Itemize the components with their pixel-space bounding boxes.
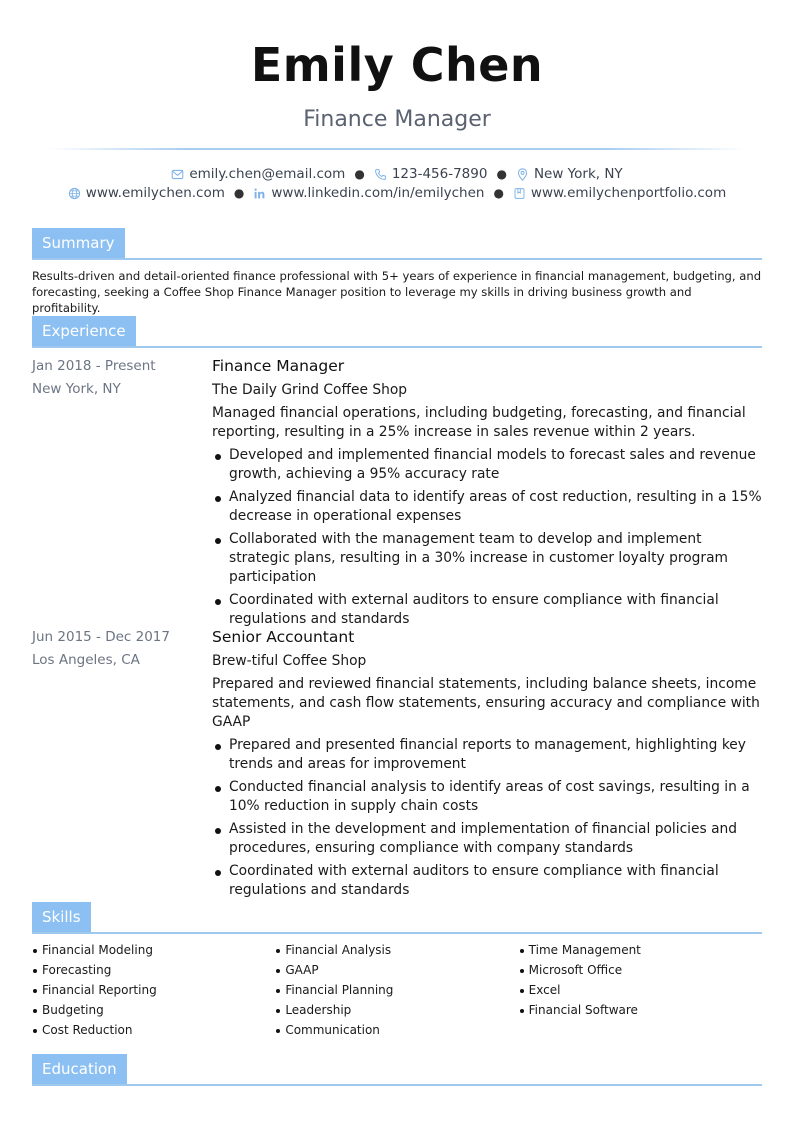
skill-item: Microsoft Office — [519, 960, 762, 980]
job-bullet: Analyzed financial data to identify areas of cost reduction, resulting in a 15% decrease in operational expenses — [212, 488, 762, 526]
summary-text: Results-driven and detail-oriented finance professional with 5+ years of experience in financial management, budgeting, and forecasting, seeking a Coffee Shop Finance Manager position to leverage my skills in driving business growth and profitability. — [32, 269, 762, 315]
skill-item: Financial Analysis — [275, 940, 518, 960]
separator-dot: ● — [233, 186, 245, 200]
education-heading: Education — [32, 1054, 127, 1084]
skill-item: Leadership — [275, 1000, 518, 1020]
job-title: Finance Manager — [212, 357, 345, 375]
skills-column — [275, 940, 518, 1040]
skill-item: Financial Reporting — [32, 980, 275, 1000]
skills-section-header — [32, 902, 762, 934]
skills-list — [32, 940, 762, 1040]
skill-item: Time Management — [519, 940, 762, 960]
job-description: Prepared and reviewed financial statements, including balance sheets, income statements, and cash flow statements, ensuring accuracy and compliance with GAAP — [212, 676, 760, 730]
skill-item: Forecasting — [32, 960, 275, 980]
contact-email-text: emily.chen@email.com — [189, 166, 346, 182]
candidate-role: Finance Manager — [303, 107, 491, 132]
job-description: Managed financial operations, including budgeting, forecasting, and financial reporting, resulting in a 25% increase in sales revenue within 2 years. — [212, 405, 746, 440]
skill-item: GAAP — [275, 960, 518, 980]
skill-item: Financial Modeling — [32, 940, 275, 960]
job-dates: Jan 2018 - Present — [32, 358, 156, 374]
contact-location-text: New York, NY — [533, 166, 623, 182]
job-title: Senior Accountant — [212, 628, 355, 646]
job-meta — [32, 627, 202, 673]
job-body — [212, 356, 762, 633]
contact-portfolio-text: www.emilychenportfolio.com — [530, 185, 727, 201]
header-divider — [47, 148, 747, 150]
phone-icon — [374, 168, 387, 181]
job-bullet: Assisted in the development and implementation of financial policies and procedures, ensuring compliance with company standards — [212, 820, 762, 858]
contact-phone-text: 123-456-7890 — [391, 166, 488, 182]
contact-linkedin[interactable] — [253, 185, 484, 201]
contact-phone[interactable] — [374, 166, 488, 182]
job-meta — [32, 356, 202, 402]
contact-row-primary — [0, 166, 794, 182]
experience-heading: Experience — [32, 316, 136, 346]
separator-dot: ● — [496, 167, 507, 181]
job-bullet: Prepared and presented financial reports to management, highlighting key trends and areas for improvement — [212, 736, 762, 774]
skill-item: Excel — [519, 980, 762, 1000]
job-company: Brew-tiful Coffee Shop — [212, 653, 367, 669]
job-bullets — [212, 446, 762, 629]
skill-item: Cost Reduction — [32, 1020, 275, 1040]
skill-item: Financial Software — [519, 1000, 762, 1020]
job-location: Los Angeles, CA — [32, 652, 140, 668]
job-bullets — [212, 736, 762, 900]
contact-portfolio[interactable] — [513, 185, 726, 201]
experience-section-header — [32, 316, 762, 348]
contact-website[interactable] — [68, 185, 225, 201]
candidate-name: Emily Chen — [250, 38, 544, 92]
envelope-icon — [171, 168, 184, 181]
linkedin-icon — [253, 187, 266, 200]
job-location: New York, NY — [32, 381, 121, 397]
contact-website-text: www.emilychen.com — [85, 185, 225, 201]
globe-icon — [68, 187, 81, 200]
job-body — [212, 627, 762, 904]
job-bullet: Conducted financial analysis to identify areas of cost savings, resulting in a 10% reduction in supply chain costs — [212, 778, 762, 816]
skills-heading: Skills — [32, 902, 91, 932]
separator-dot: ● — [354, 167, 365, 181]
job-bullet: Collaborated with the management team to develop and implement strategic plans, resulting in a 30% increase in customer loyalty program participation — [212, 530, 762, 587]
contact-row-secondary — [0, 185, 794, 201]
skills-column — [32, 940, 275, 1040]
job-bullet: Coordinated with external auditors to ensure compliance with financial regulations and standards — [212, 591, 762, 629]
skill-item: Budgeting — [32, 1000, 275, 1020]
contact-linkedin-text: www.linkedin.com/in/emilychen — [271, 185, 485, 201]
summary-heading: Summary — [32, 228, 125, 258]
education-section-header — [32, 1054, 762, 1086]
skill-item: Communication — [275, 1020, 518, 1040]
summary-section-header — [32, 228, 762, 260]
job-bullet: Developed and implemented financial models to forecast sales and revenue growth, achieving a 95% accuracy rate — [212, 446, 762, 484]
job-company: The Daily Grind Coffee Shop — [212, 382, 408, 398]
bookmark-icon — [513, 187, 526, 200]
map-pin-icon — [516, 168, 529, 181]
separator-dot: ● — [493, 186, 504, 200]
contact-location — [516, 166, 623, 182]
job-dates: Jun 2015 - Dec 2017 — [32, 629, 170, 645]
skills-column — [519, 940, 762, 1040]
job-bullet: Coordinated with external auditors to ensure compliance with financial regulations and standards — [212, 862, 762, 900]
skill-item: Financial Planning — [275, 980, 518, 1000]
contact-email[interactable] — [171, 166, 345, 182]
